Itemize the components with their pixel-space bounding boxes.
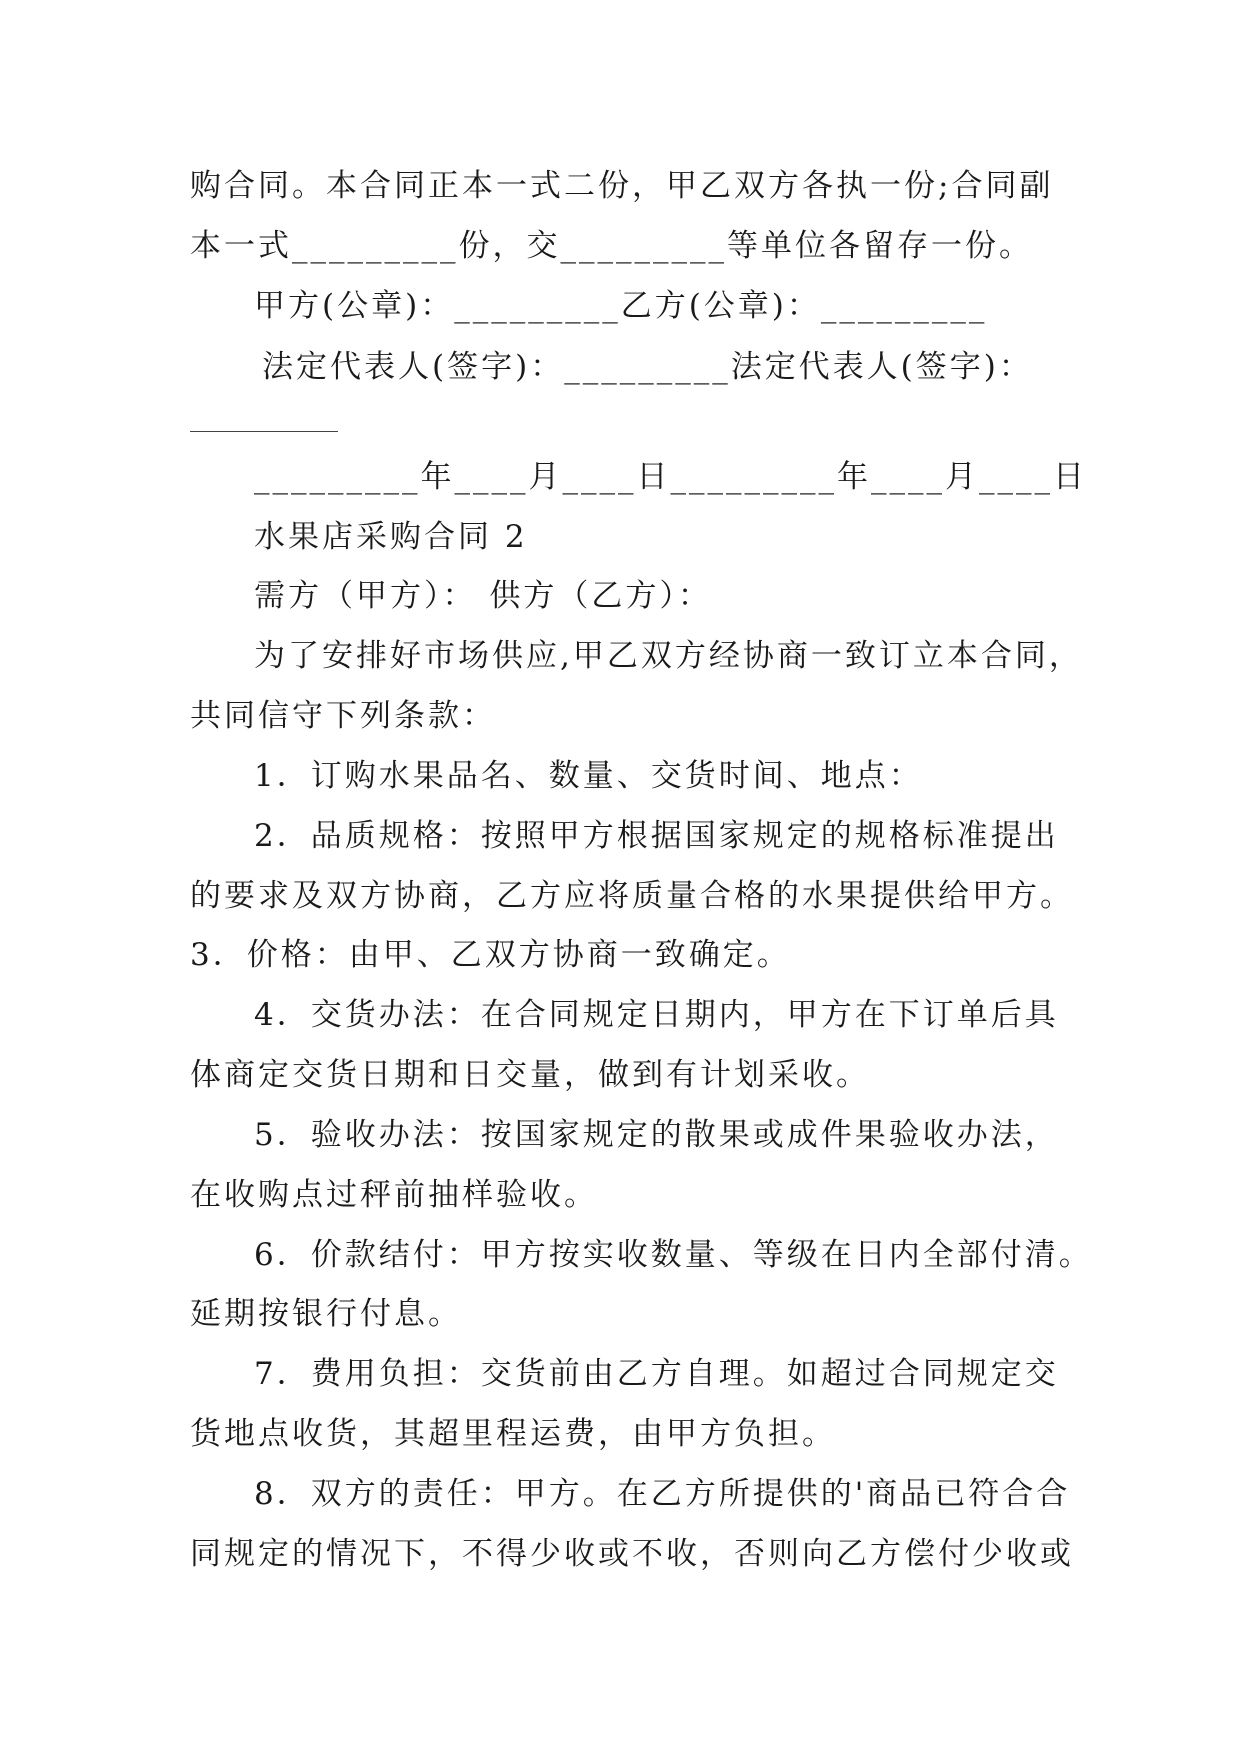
parties-line: 需方（甲方）： 供方（乙方）： <box>254 578 712 614</box>
clause-8: 8．双方的责任：甲方。在乙方所提供的'商品已符合合 <box>254 1476 1071 1512</box>
text-line: 体商定交货日期和日交量，做到有计划采收。 <box>190 1057 870 1093</box>
section-title: 水果店采购合同 2 <box>254 519 528 555</box>
text-line: 为了安排好市场供应,甲乙双方经协商一致订立本合同， <box>254 638 1083 674</box>
clause-2: 2．品质规格：按照甲方根据国家规定的规格标准提出 <box>254 818 1059 854</box>
clause-6: 6．价款结付：甲方按实收数量、等级在日内全部付清。 <box>254 1237 1093 1273</box>
clause-1: 1．订购水果品名、数量、交货时间、地点： <box>254 758 923 794</box>
clause-7: 7．费用负担：交货前由乙方自理。如超过合同规定交 <box>254 1356 1059 1392</box>
clause-5: 5．验收办法：按国家规定的散果或成件果验收办法， <box>254 1117 1059 1153</box>
text-line: 延期按银行付息。 <box>190 1296 462 1332</box>
clause-4: 4．交货办法：在合同规定日期内，甲方在下订单后具 <box>254 997 1059 1033</box>
signature-line-representative: 法定代表人(签字)：_________法定代表人(签字)： <box>262 349 1033 385</box>
text-line: 的要求及双方协商，乙方应将质量合格的水果提供给甲方。 <box>190 878 1074 914</box>
text-line: 购合同。本合同正本一式二份，甲乙双方各执一份;合同副 <box>190 168 1054 204</box>
clause-3: 3．价格：由甲、乙双方协商一致确定。 <box>190 937 791 973</box>
text-line: 同规定的情况下，不得少收或不收，否则向乙方偿付少收或 <box>190 1536 1074 1572</box>
text-line: 本一式_________份，交_________等单位各留存一份。 <box>190 228 1033 264</box>
text-line: 在收购点过秤前抽样验收。 <box>190 1177 598 1213</box>
date-line: _________年____月____日_________年____月____日 <box>254 459 1087 495</box>
text-line: 货地点收货，其超里程运费，由甲方负担。 <box>190 1416 836 1452</box>
text-line: 共同信守下列条款： <box>190 698 496 734</box>
signature-blank <box>190 431 338 432</box>
signature-line-seal: 甲方(公章)：_________乙方(公章)：_________ <box>254 288 988 324</box>
